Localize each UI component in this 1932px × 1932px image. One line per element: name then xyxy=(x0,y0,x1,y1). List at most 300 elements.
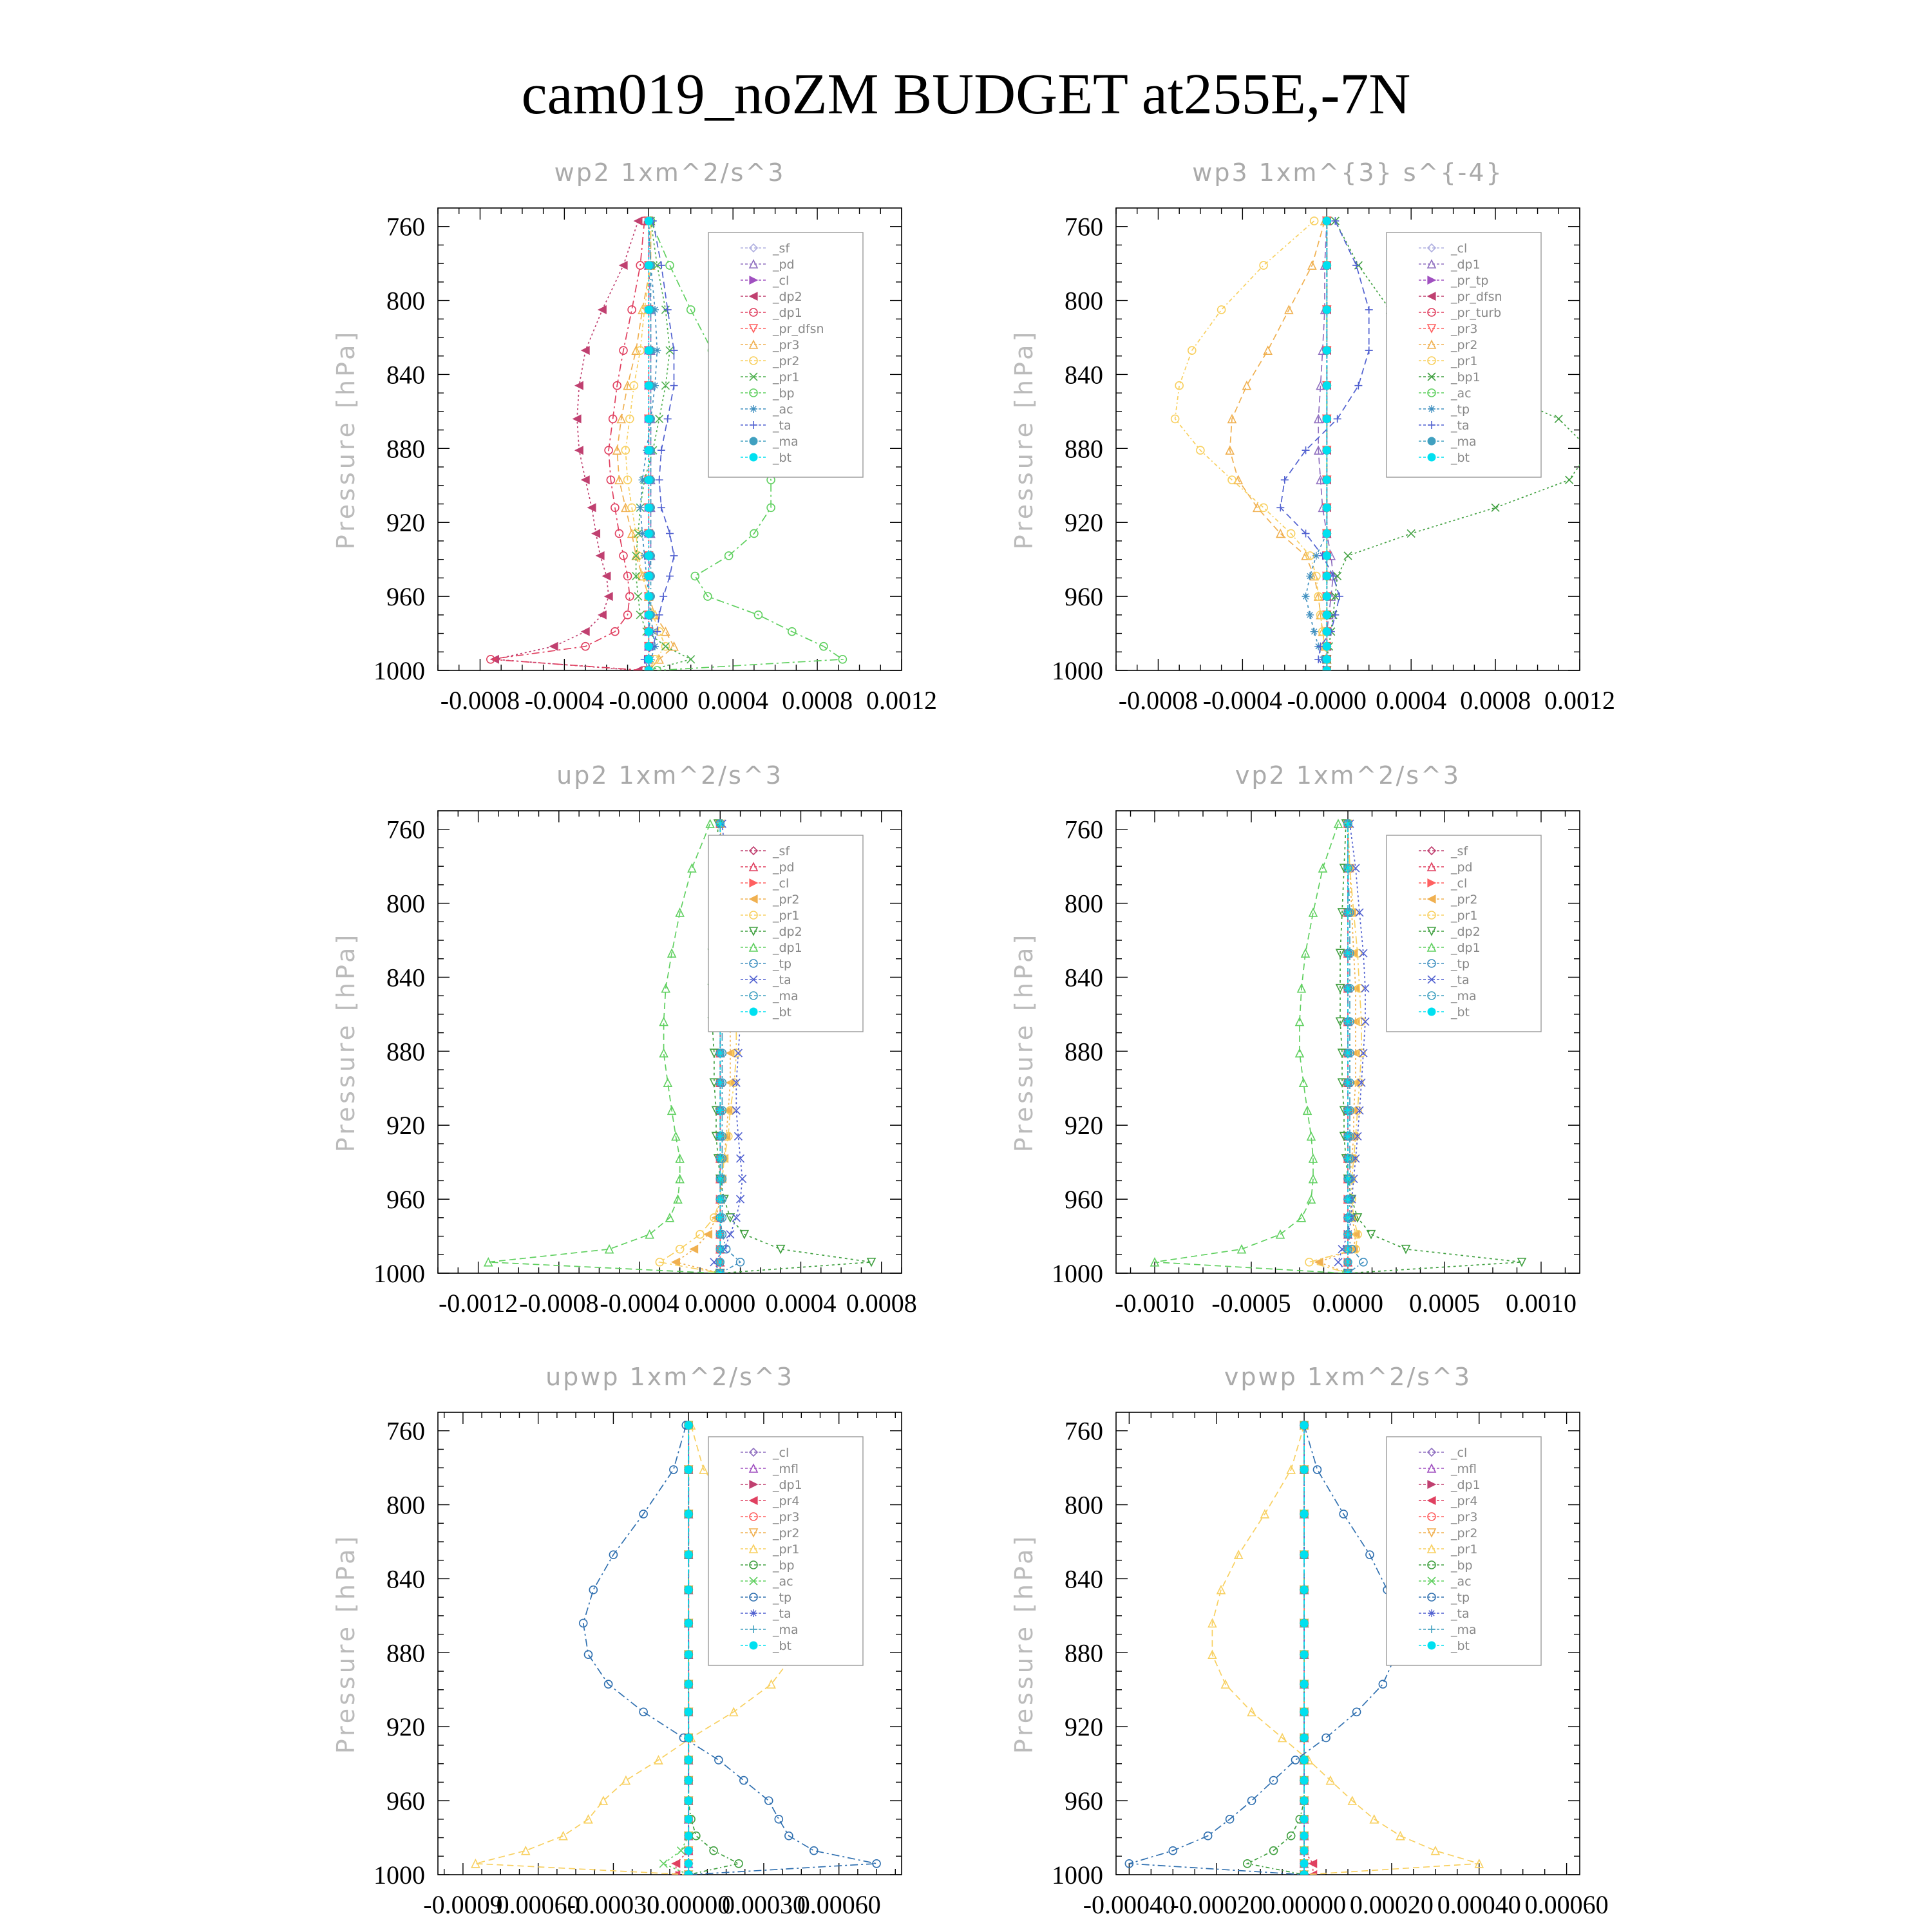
data-point xyxy=(1300,1847,1308,1855)
data-point xyxy=(716,1155,724,1162)
y-tick-label: 920 xyxy=(386,508,425,538)
data-point xyxy=(739,1175,746,1183)
legend-label: _cl xyxy=(1451,1446,1468,1460)
legend-label: _ta xyxy=(1451,973,1470,987)
data-point xyxy=(1300,1421,1308,1429)
x-tick-label: 0.0004 xyxy=(765,1289,837,1318)
legend-label: _tp xyxy=(1451,957,1470,971)
series-line-pr3 xyxy=(617,221,674,670)
data-point xyxy=(1432,1847,1439,1855)
data-point xyxy=(1306,573,1314,580)
legend-label: _pr3 xyxy=(1451,1510,1478,1524)
data-point xyxy=(1361,1018,1369,1025)
data-point xyxy=(1407,529,1415,537)
legend-marker xyxy=(1428,437,1435,445)
x-tick-label: 0.0000 xyxy=(685,1289,756,1318)
data-point xyxy=(685,1756,692,1764)
legend-label: _cl xyxy=(1451,876,1468,891)
data-point xyxy=(685,1619,692,1627)
legend-label: _cl xyxy=(773,274,790,288)
x-tick-label: 0.00020 xyxy=(1349,1890,1434,1919)
data-point xyxy=(645,346,652,354)
panel-title: wp3 1xm^{3} s^{-4} xyxy=(1192,158,1504,187)
y-tick-label: 920 xyxy=(386,1712,425,1742)
legend-label: _ta xyxy=(773,1607,791,1621)
y-tick-label: 800 xyxy=(386,286,425,316)
x-tick-label: 0.00060 xyxy=(797,1890,881,1919)
data-point xyxy=(1344,1195,1352,1203)
data-point xyxy=(1300,1619,1308,1627)
y-tick-label: 920 xyxy=(1065,508,1103,538)
data-point xyxy=(735,1860,743,1868)
legend-label: _tp xyxy=(773,1591,792,1605)
data-point xyxy=(677,1847,685,1855)
data-point xyxy=(810,1847,818,1855)
series-line-dp1 xyxy=(488,824,716,1273)
data-point xyxy=(1300,1871,1308,1879)
data-point xyxy=(1300,1586,1308,1594)
legend-label: _bp xyxy=(773,1558,795,1573)
data-point xyxy=(645,261,652,269)
legend-marker xyxy=(750,1642,757,1649)
data-point xyxy=(1344,1132,1352,1140)
legend-label: _pr_tp xyxy=(1451,274,1489,288)
panel-6 xyxy=(1010,1363,1609,1919)
data-point xyxy=(1322,1734,1330,1741)
legend-label: _pr2 xyxy=(1451,338,1478,352)
x-tick-label: -0.0005 xyxy=(1211,1289,1291,1318)
legend-marker xyxy=(750,453,757,461)
legend-label: _ac xyxy=(1451,1575,1472,1589)
series-line-dp1 xyxy=(1155,824,1344,1273)
legend-label: _mfl xyxy=(1451,1462,1477,1476)
legend-label: _pd xyxy=(773,860,795,875)
data-point xyxy=(1334,1258,1342,1266)
y-axis-label: Pressure [hPa] xyxy=(1010,931,1038,1153)
series-line-tp xyxy=(1129,1425,1396,1875)
data-point xyxy=(1323,476,1331,484)
data-point xyxy=(645,573,652,580)
data-point xyxy=(1323,552,1331,560)
legend-label: _pr2 xyxy=(1451,893,1478,907)
data-point xyxy=(716,1231,724,1238)
legend-label: _ma xyxy=(1451,989,1477,1003)
data-point xyxy=(658,261,665,269)
x-tick-label: -0.00040 xyxy=(1083,1890,1176,1919)
data-point xyxy=(664,415,672,422)
data-point xyxy=(1586,446,1594,454)
x-tick-label: 0.0012 xyxy=(866,686,937,715)
legend-label: _dp1 xyxy=(773,306,802,320)
x-tick-label: 0.00040 xyxy=(1437,1890,1521,1919)
data-point xyxy=(1300,1815,1308,1823)
data-point xyxy=(1344,1231,1352,1238)
panel-title: wp2 1xm^2/s^3 xyxy=(554,158,786,187)
data-point xyxy=(716,1195,724,1203)
data-point xyxy=(1379,1680,1387,1688)
data-point xyxy=(685,1797,692,1804)
data-point xyxy=(1344,909,1352,916)
data-point xyxy=(1555,415,1562,422)
data-point xyxy=(1492,504,1499,511)
y-tick-label: 760 xyxy=(386,815,425,844)
series-line-pr2 xyxy=(1230,221,1327,670)
x-tick-label: 0.0008 xyxy=(1460,686,1531,715)
data-point xyxy=(1307,1195,1315,1203)
data-point xyxy=(1344,820,1352,828)
data-point xyxy=(1323,346,1331,354)
data-point xyxy=(589,1586,597,1594)
legend-label: _pr4 xyxy=(773,1494,800,1508)
legend-label: _pr3 xyxy=(1451,322,1478,336)
y-tick-label: 1000 xyxy=(374,1259,425,1288)
legend-label: _dp2 xyxy=(773,290,802,304)
data-point xyxy=(685,1777,692,1785)
data-point xyxy=(685,1680,692,1688)
legend-label: _ta xyxy=(773,973,791,987)
x-tick-label: 0.00000 xyxy=(1262,1890,1347,1919)
legend-label: _sf xyxy=(773,242,790,256)
y-tick-label: 1000 xyxy=(1052,1259,1103,1288)
data-point xyxy=(1311,628,1318,636)
data-point xyxy=(716,1269,724,1277)
data-point xyxy=(685,1871,692,1879)
data-point xyxy=(1323,611,1331,619)
data-point xyxy=(1344,1155,1352,1162)
legend-label: _pr1 xyxy=(1451,354,1478,368)
y-tick-label: 880 xyxy=(1065,1037,1103,1066)
data-point xyxy=(645,667,652,674)
legend-label: _bt xyxy=(773,451,792,465)
data-point xyxy=(716,1079,724,1086)
data-point xyxy=(645,306,652,314)
x-tick-label: -0.0004 xyxy=(524,686,605,715)
series-line-pr1 xyxy=(636,221,691,670)
data-point xyxy=(1311,217,1318,225)
y-tick-label: 760 xyxy=(386,212,425,242)
legend-label: _pr4 xyxy=(1451,1494,1478,1508)
x-tick-label: 0.00000 xyxy=(647,1890,731,1919)
data-point xyxy=(1323,592,1331,600)
x-tick-label: -0.0012 xyxy=(438,1289,518,1318)
y-tick-label: 800 xyxy=(386,1490,425,1520)
data-point xyxy=(658,446,665,454)
data-point xyxy=(659,592,667,600)
data-point xyxy=(582,346,589,354)
data-point xyxy=(1302,592,1310,600)
legend-label: _bp xyxy=(1451,1558,1473,1573)
data-point xyxy=(573,415,581,422)
data-point xyxy=(645,217,652,225)
data-point xyxy=(1344,1049,1352,1057)
data-point xyxy=(656,415,663,422)
data-point xyxy=(1344,1018,1352,1025)
legend-label: _pr2 xyxy=(773,1526,800,1540)
legend-label: _bt xyxy=(1451,1639,1470,1653)
y-tick-label: 920 xyxy=(1065,1712,1103,1742)
x-tick-label: 0.0008 xyxy=(782,686,853,715)
y-axis-label: Pressure [hPa] xyxy=(1010,328,1038,550)
panel-5 xyxy=(332,1363,902,1919)
data-point xyxy=(605,592,612,600)
data-point xyxy=(575,446,583,454)
data-point xyxy=(598,611,606,619)
legend-marker xyxy=(1428,405,1435,413)
legend xyxy=(1387,835,1541,1032)
y-tick-label: 1000 xyxy=(374,656,425,685)
legend-label: _dp2 xyxy=(773,925,802,939)
data-point xyxy=(598,306,606,314)
series-line-ac xyxy=(663,1425,688,1875)
legend-label: _dp1 xyxy=(773,941,802,955)
data-point xyxy=(1323,573,1331,580)
y-tick-label: 840 xyxy=(1065,963,1103,992)
series-line-pr4 xyxy=(1304,1425,1313,1875)
data-point xyxy=(1323,382,1331,390)
data-point xyxy=(1365,346,1373,354)
data-point xyxy=(676,1245,684,1253)
data-point xyxy=(588,504,596,511)
legend-label: _pr1 xyxy=(773,909,800,923)
legend-label: _sf xyxy=(773,844,790,858)
data-point xyxy=(560,1832,567,1840)
legend-marker xyxy=(750,1008,757,1016)
y-tick-label: 880 xyxy=(1065,434,1103,464)
data-point xyxy=(1313,1466,1321,1473)
y-tick-label: 840 xyxy=(386,963,425,992)
x-tick-label: -0.0008 xyxy=(440,686,520,715)
data-point xyxy=(685,1510,692,1518)
data-point xyxy=(1238,1245,1245,1253)
data-point xyxy=(1323,446,1331,454)
data-point xyxy=(704,1231,712,1238)
data-point xyxy=(670,552,678,560)
data-point xyxy=(666,529,674,537)
legend-label: _tp xyxy=(773,957,792,971)
legend-label: _pr2 xyxy=(773,893,800,907)
data-point xyxy=(1260,261,1267,269)
data-point xyxy=(1323,261,1331,269)
legend-marker xyxy=(750,405,757,413)
y-tick-label: 800 xyxy=(1065,286,1103,316)
data-point xyxy=(1300,1777,1308,1785)
legend-label: _mfl xyxy=(773,1462,799,1476)
data-point xyxy=(1300,1860,1308,1868)
y-tick-label: 920 xyxy=(1065,1111,1103,1141)
x-tick-label: -0.0004 xyxy=(1202,686,1283,715)
data-point xyxy=(1218,306,1226,314)
y-tick-label: 760 xyxy=(1065,815,1103,844)
data-point xyxy=(685,1708,692,1716)
data-point xyxy=(645,628,652,636)
legend xyxy=(708,232,863,477)
data-point xyxy=(636,611,644,619)
x-tick-label: 0.00060 xyxy=(496,1890,580,1919)
data-point xyxy=(1344,1106,1352,1114)
data-point xyxy=(1300,1680,1308,1688)
data-point xyxy=(716,1175,724,1183)
data-point xyxy=(688,864,696,872)
series-line-dp1 xyxy=(491,221,645,670)
data-point xyxy=(1344,552,1352,560)
data-point xyxy=(1354,382,1362,390)
legend-label: _pr_dfsn xyxy=(773,322,824,336)
data-point xyxy=(1300,1832,1308,1840)
data-point xyxy=(716,1132,724,1140)
data-point xyxy=(1352,1231,1359,1238)
data-point xyxy=(1300,1466,1308,1473)
x-tick-label: -0.00020 xyxy=(1170,1890,1263,1919)
data-point xyxy=(1344,1175,1352,1183)
y-tick-label: 840 xyxy=(1065,360,1103,390)
data-point xyxy=(740,1777,748,1785)
legend-marker xyxy=(1428,1642,1435,1649)
legend-label: _ac xyxy=(1451,386,1472,401)
legend-label: _ac xyxy=(773,1575,793,1589)
legend-label: _bt xyxy=(773,1639,792,1653)
panel-4 xyxy=(1010,761,1580,1318)
data-point xyxy=(585,1651,592,1658)
data-point xyxy=(1243,382,1251,390)
data-point xyxy=(1306,611,1314,619)
legend-label: _ma xyxy=(1451,435,1477,449)
y-axis-label: Pressure [hPa] xyxy=(332,1533,360,1754)
legend-label: _pr3 xyxy=(773,1510,800,1524)
data-point xyxy=(685,1466,692,1473)
data-point xyxy=(1300,1756,1308,1764)
series-line-dp2 xyxy=(495,221,638,670)
legend-label: _pr2 xyxy=(773,354,800,368)
y-tick-label: 920 xyxy=(386,1111,425,1141)
data-point xyxy=(661,643,669,650)
data-point xyxy=(691,573,699,580)
data-point xyxy=(1566,476,1573,484)
data-point xyxy=(656,476,663,484)
y-tick-label: 800 xyxy=(386,889,425,918)
legend xyxy=(708,835,863,1032)
legend-label: _dp2 xyxy=(1451,925,1481,939)
data-point xyxy=(670,346,678,354)
x-tick-label: 0.0010 xyxy=(1506,1289,1577,1318)
data-point xyxy=(715,1756,723,1764)
legend xyxy=(1387,1437,1541,1665)
data-point xyxy=(685,1586,692,1594)
data-point xyxy=(1323,628,1331,636)
panel-title: upwp 1xm^2/s^3 xyxy=(545,1363,794,1391)
data-point xyxy=(716,1106,724,1114)
x-tick-label: -0.0010 xyxy=(1115,1289,1195,1318)
data-point xyxy=(1323,667,1331,674)
x-tick-label: 0.0000 xyxy=(1312,1289,1383,1318)
legend xyxy=(1387,232,1541,477)
data-point xyxy=(645,504,652,511)
x-tick-label: -0.0008 xyxy=(1118,686,1198,715)
data-point xyxy=(645,611,652,619)
data-point xyxy=(645,382,652,390)
data-point xyxy=(550,643,558,650)
data-point xyxy=(1264,346,1272,354)
panel-title: vpwp 1xm^2/s^3 xyxy=(1224,1363,1472,1391)
data-point xyxy=(645,643,652,650)
y-tick-label: 960 xyxy=(1065,582,1103,612)
panel-3 xyxy=(332,761,917,1318)
data-point xyxy=(1300,1510,1308,1518)
legend-label: _pr3 xyxy=(773,338,800,352)
data-point xyxy=(696,1231,704,1238)
data-point xyxy=(1248,1797,1256,1804)
legend-label: _pd xyxy=(773,258,795,272)
data-point xyxy=(1300,1651,1308,1658)
x-tick-label: 0.0004 xyxy=(1376,686,1447,715)
data-point xyxy=(685,1551,692,1558)
legend-label: _pr1 xyxy=(773,370,800,384)
data-point xyxy=(645,592,652,600)
legend-label: _pr1 xyxy=(1451,909,1478,923)
data-point xyxy=(1323,306,1331,314)
y-tick-label: 760 xyxy=(386,1416,425,1446)
data-point xyxy=(634,592,642,600)
y-tick-label: 840 xyxy=(1065,1564,1103,1594)
data-point xyxy=(1344,864,1352,872)
data-point xyxy=(1323,643,1331,650)
data-point xyxy=(1323,504,1331,511)
data-point xyxy=(670,1466,677,1473)
data-point xyxy=(1344,949,1352,957)
data-point xyxy=(685,1815,692,1823)
legend-marker xyxy=(1428,1609,1435,1617)
data-point xyxy=(645,552,652,560)
data-point xyxy=(685,1734,692,1741)
legend-label: _ma xyxy=(1451,1623,1477,1637)
legend-label: _pr_dfsn xyxy=(1451,290,1502,304)
legend-label: _ac xyxy=(773,402,793,417)
data-point xyxy=(1260,504,1267,511)
legend-label: _pr1 xyxy=(773,1542,800,1557)
data-point xyxy=(1334,415,1341,422)
data-point xyxy=(716,1214,724,1222)
data-point xyxy=(603,573,611,580)
data-point xyxy=(1359,1049,1367,1057)
x-tick-label: 0.0004 xyxy=(697,686,769,715)
data-point xyxy=(659,1860,667,1868)
data-point xyxy=(582,628,589,636)
y-tick-label: 800 xyxy=(1065,889,1103,918)
legend-label: _ta xyxy=(773,419,791,433)
legend-marker xyxy=(750,1609,757,1617)
legend-label: _pr2 xyxy=(1451,1526,1478,1540)
y-tick-label: 760 xyxy=(1065,212,1103,242)
legend-label: _ta xyxy=(1451,419,1470,433)
data-point xyxy=(726,1231,734,1238)
y-tick-label: 800 xyxy=(1065,1490,1103,1520)
data-point xyxy=(1344,1245,1352,1253)
data-point xyxy=(645,529,652,537)
x-tick-label: -0.0004 xyxy=(600,1289,679,1318)
data-point xyxy=(685,1832,692,1840)
data-point xyxy=(1323,415,1331,422)
y-tick-label: 960 xyxy=(386,582,425,612)
legend-label: _sf xyxy=(1451,844,1468,858)
series-line-dp1 xyxy=(1318,221,1333,670)
y-tick-label: 840 xyxy=(386,1564,425,1594)
series-line-pr1 xyxy=(1175,221,1327,670)
legend-label: _bt xyxy=(773,1005,792,1019)
y-tick-label: 960 xyxy=(386,1786,425,1816)
legend-label: _tp xyxy=(1451,402,1470,417)
x-tick-label: -0.0000 xyxy=(1287,686,1367,715)
data-point xyxy=(1300,1797,1308,1804)
series-line-tp xyxy=(1306,221,1327,670)
